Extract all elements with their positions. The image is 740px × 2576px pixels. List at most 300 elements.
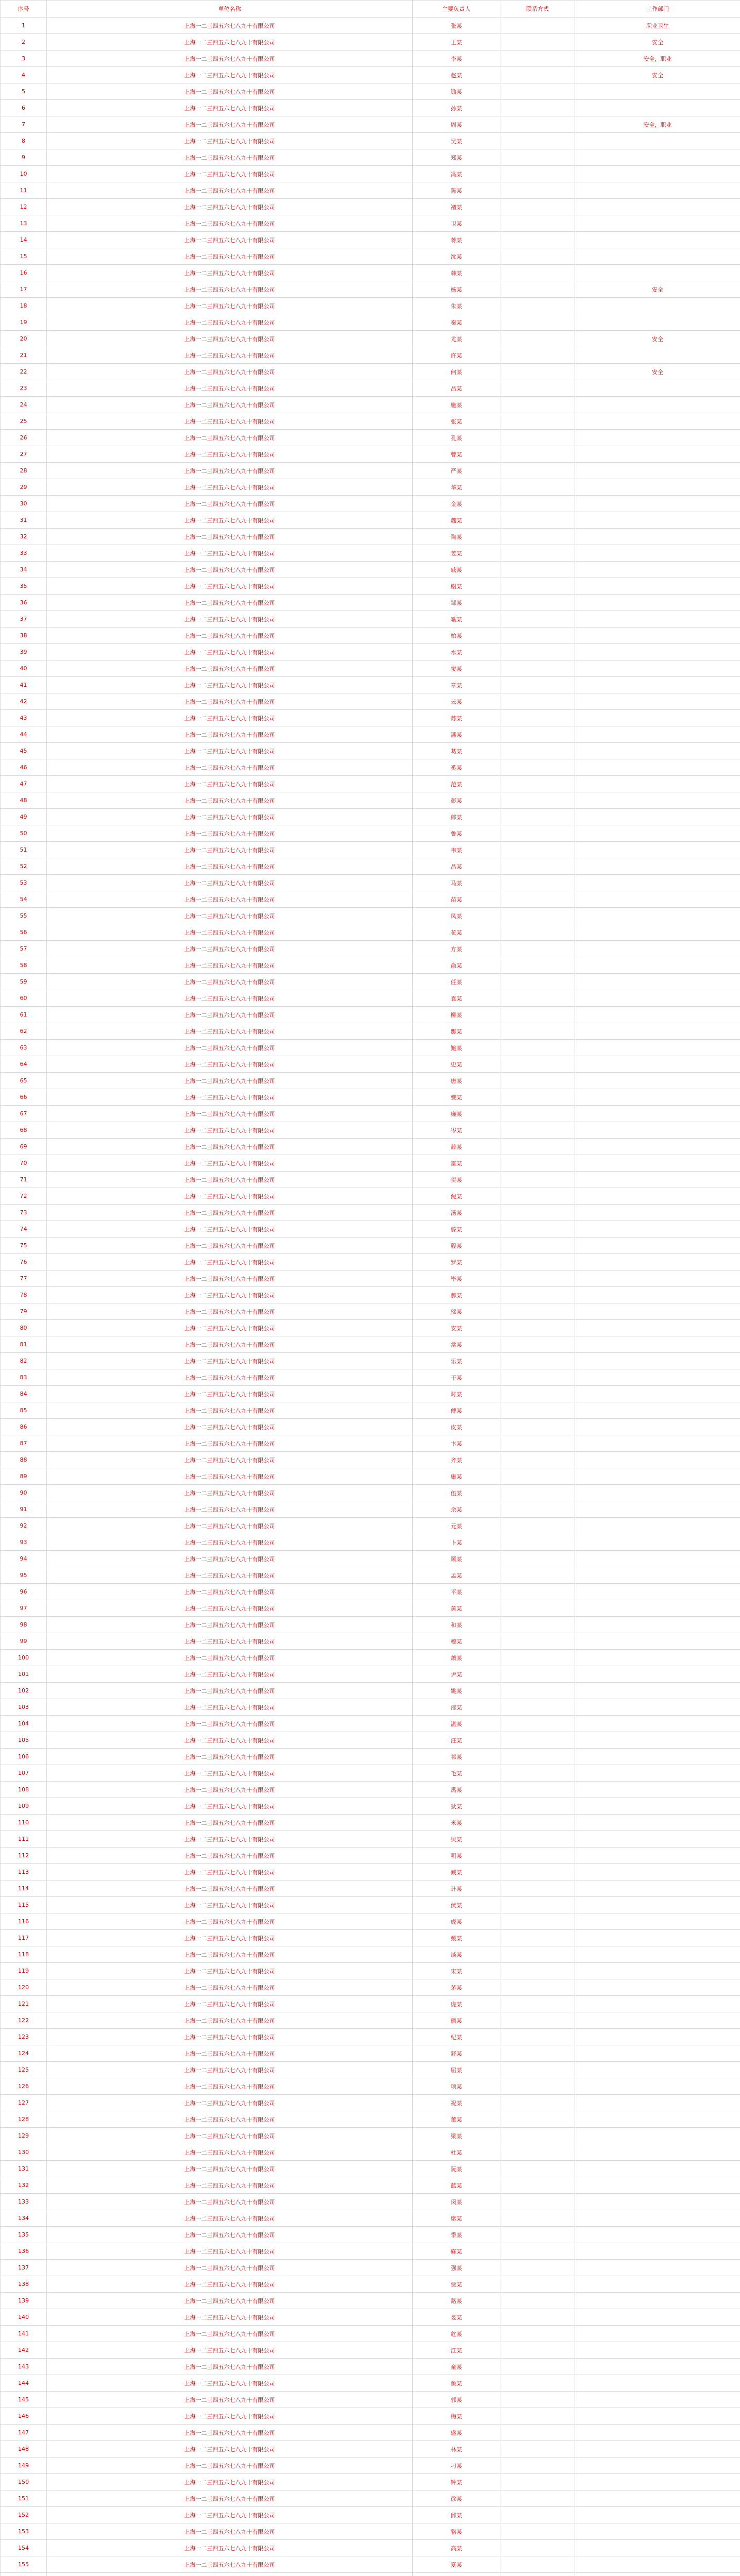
- cell-post: [575, 2161, 740, 2177]
- cell-post: [575, 529, 740, 545]
- cell-no: 132: [1, 2177, 47, 2194]
- cell-post: [575, 1683, 740, 1699]
- cell-company: 上海一二三四五六七八九十有限公司: [47, 2540, 413, 2556]
- cell-post: [575, 2177, 740, 2194]
- cell-contact: 庞某: [413, 1996, 500, 2012]
- cell-no: 24: [1, 397, 47, 413]
- cell-contact: 毛某: [413, 1765, 500, 1782]
- cell-phone: [500, 2194, 575, 2210]
- cell-company: 上海一二三四五六七八九十有限公司: [47, 83, 413, 100]
- cell-contact: 屈某: [413, 2062, 500, 2078]
- cell-contact: 米某: [413, 1815, 500, 1831]
- cell-post: [575, 2276, 740, 2293]
- table-row: [1, 1930, 740, 1946]
- cell-post: [575, 2375, 740, 2392]
- table-row: [1, 496, 740, 512]
- cell-company: 上海一二三四五六七八九十有限公司: [47, 1699, 413, 1716]
- cell-company: 上海一二三四五六七八九十有限公司: [47, 1386, 413, 1402]
- cell-phone: [500, 2309, 575, 2326]
- cell-phone: [500, 2012, 575, 2029]
- cell-company: 上海一二三四五六七八九十有限公司: [47, 2507, 413, 2523]
- cell-company: 上海一二三四五六七八九十有限公司: [47, 1205, 413, 1221]
- table-row: [1, 1007, 740, 1023]
- cell-no: 95: [1, 1567, 47, 1584]
- cell-no: 80: [1, 1320, 47, 1336]
- cell-contact: 俞某: [413, 957, 500, 974]
- cell-no: 145: [1, 2392, 47, 2408]
- cell-contact: 李某: [413, 50, 500, 67]
- table-row: [1, 347, 740, 364]
- table-row: [1, 990, 740, 1007]
- cell-phone: [500, 380, 575, 397]
- cell-company: 上海一二三四五六七八九十有限公司: [47, 1485, 413, 1501]
- cell-company: 上海一二三四五六七八九十有限公司: [47, 479, 413, 496]
- cell-company: 上海一二三四五六七八九十有限公司: [47, 413, 413, 430]
- cell-contact: 贾某: [413, 2276, 500, 2293]
- cell-contact: 柏某: [413, 628, 500, 644]
- cell-no: 115: [1, 1897, 47, 1913]
- cell-no: 9: [1, 149, 47, 166]
- cell-no: 124: [1, 2045, 47, 2062]
- cell-company: 上海一二三四五六七八九十有限公司: [47, 133, 413, 149]
- cell-company: 上海一二三四五六七八九十有限公司: [47, 2276, 413, 2293]
- cell-post: [575, 248, 740, 265]
- table-row: [1, 1270, 740, 1287]
- cell-no: 85: [1, 1402, 47, 1419]
- cell-no: 45: [1, 743, 47, 759]
- cell-post: [575, 1864, 740, 1880]
- cell-contact: 花某: [413, 924, 500, 941]
- cell-contact: 贺某: [413, 1172, 500, 1188]
- cell-phone: [500, 1930, 575, 1946]
- cell-phone: [500, 1089, 575, 1106]
- cell-no: 136: [1, 2243, 47, 2260]
- cell-company: 上海一二三四五六七八九十有限公司: [47, 2243, 413, 2260]
- table-row: [1, 133, 740, 149]
- cell-post: [575, 2523, 740, 2540]
- cell-company: 上海一二三四五六七八九十有限公司: [47, 1073, 413, 1089]
- cell-no: 75: [1, 1238, 47, 1254]
- cell-phone: [500, 1419, 575, 1435]
- cell-company: 上海一二三四五六七八九十有限公司: [47, 776, 413, 792]
- cell-contact: 尤某: [413, 331, 500, 347]
- cell-contact: 郑某: [413, 149, 500, 166]
- table-row: [1, 941, 740, 957]
- cell-no: 48: [1, 792, 47, 809]
- cell-phone: [500, 1633, 575, 1650]
- cell-post: [575, 265, 740, 281]
- cell-company: 上海一二三四五六七八九十有限公司: [47, 364, 413, 380]
- cell-post: [575, 858, 740, 875]
- table-row: [1, 1996, 740, 2012]
- table-row: [1, 100, 740, 116]
- cell-company: 上海一二三四五六七八九十有限公司: [47, 1468, 413, 1485]
- cell-company: 上海一二三四五六七八九十有限公司: [47, 1040, 413, 1056]
- table-row: [1, 430, 740, 446]
- cell-no: 5: [1, 83, 47, 100]
- cell-contact: 张某: [413, 413, 500, 430]
- cell-contact: 邹某: [413, 595, 500, 611]
- cell-phone: [500, 1139, 575, 1155]
- cell-phone: [500, 562, 575, 578]
- cell-phone: [500, 2243, 575, 2260]
- cell-post: [575, 611, 740, 628]
- cell-company: 上海一二三四五六七八九十有限公司: [47, 595, 413, 611]
- cell-phone: [500, 1880, 575, 1897]
- cell-phone: [500, 2276, 575, 2293]
- cell-company: 上海一二三四五六七八九十有限公司: [47, 2474, 413, 2490]
- cell-post: [575, 1369, 740, 1386]
- cell-phone: [500, 924, 575, 941]
- cell-contact: 伍某: [413, 1485, 500, 1501]
- cell-no: 65: [1, 1073, 47, 1089]
- table-row: [1, 2408, 740, 2425]
- table-row: [1, 924, 740, 941]
- cell-company: 上海一二三四五六七八九十有限公司: [47, 1831, 413, 1848]
- cell-company: 上海一二三四五六七八九十有限公司: [47, 2375, 413, 2392]
- cell-phone: [500, 1336, 575, 1353]
- table-row: [1, 2392, 740, 2408]
- cell-phone: [500, 116, 575, 133]
- cell-company: 上海一二三四五六七八九十有限公司: [47, 1139, 413, 1155]
- table-row: [1, 364, 740, 380]
- cell-phone: [500, 1386, 575, 1402]
- cell-company: 上海一二三四五六七八九十有限公司: [47, 2441, 413, 2458]
- cell-company: 上海一二三四五六七八九十有限公司: [47, 380, 413, 397]
- cell-phone: [500, 792, 575, 809]
- cell-no: 64: [1, 1056, 47, 1073]
- cell-no: 7: [1, 116, 47, 133]
- cell-no: 104: [1, 1716, 47, 1732]
- cell-phone: [500, 2375, 575, 2392]
- cell-company: 上海一二三四五六七八九十有限公司: [47, 562, 413, 578]
- cell-post: [575, 479, 740, 496]
- cell-post: [575, 2359, 740, 2375]
- cell-post: [575, 743, 740, 759]
- cell-company: 上海一二三四五六七八九十有限公司: [47, 1683, 413, 1699]
- cell-no: 67: [1, 1106, 47, 1122]
- cell-phone: [500, 1468, 575, 1485]
- cell-phone: [500, 149, 575, 166]
- cell-no: 37: [1, 611, 47, 628]
- cell-no: 106: [1, 1749, 47, 1765]
- cell-post: [575, 298, 740, 314]
- cell-post: [575, 792, 740, 809]
- cell-company: 上海一二三四五六七八九十有限公司: [47, 743, 413, 759]
- cell-contact: 傅某: [413, 1402, 500, 1419]
- cell-company: 上海一二三四五六七八九十有限公司: [47, 1172, 413, 1188]
- cell-phone: [500, 2260, 575, 2276]
- cell-post: [575, 1765, 740, 1782]
- cell-phone: [500, 1106, 575, 1122]
- cell-phone: [500, 2029, 575, 2045]
- cell-phone: [500, 2490, 575, 2507]
- cell-phone: [500, 1864, 575, 1880]
- table-row: [1, 644, 740, 660]
- cell-post: [575, 2474, 740, 2490]
- cell-contact: 酆某: [413, 1023, 500, 1040]
- cell-post: [575, 2392, 740, 2408]
- table-row: [1, 1815, 740, 1831]
- cell-contact: 许某: [413, 347, 500, 364]
- cell-contact: 雷某: [413, 1155, 500, 1172]
- table-row: [1, 2210, 740, 2227]
- cell-contact: 金某: [413, 496, 500, 512]
- cell-contact: 顾某: [413, 1551, 500, 1567]
- cell-contact: 贝某: [413, 1831, 500, 1848]
- cell-post: [575, 1172, 740, 1188]
- cell-company: 上海一二三四五六七八九十有限公司: [47, 1979, 413, 1996]
- cell-company: 上海一二三四五六七八九十有限公司: [47, 1584, 413, 1600]
- cell-no: 71: [1, 1172, 47, 1188]
- cell-phone: [500, 1254, 575, 1270]
- cell-phone: [500, 1551, 575, 1567]
- cell-phone: [500, 1897, 575, 1913]
- cell-post: [575, 1056, 740, 1073]
- cell-company: 上海一二三四五六七八九十有限公司: [47, 1963, 413, 1979]
- table-row: [1, 1485, 740, 1501]
- cell-post: [575, 891, 740, 908]
- cell-company: 上海一二三四五六七八九十有限公司: [47, 792, 413, 809]
- cell-post: [575, 1122, 740, 1139]
- cell-post: [575, 1336, 740, 1353]
- cell-company: 上海一二三四五六七八九十有限公司: [47, 314, 413, 331]
- cell-contact: 舒某: [413, 2045, 500, 2062]
- cell-post: [575, 1501, 740, 1518]
- cell-post: [575, 677, 740, 693]
- cell-contact: 卜某: [413, 1534, 500, 1551]
- cell-company: 上海一二三四五六七八九十有限公司: [47, 1238, 413, 1254]
- cell-company: 上海一二三四五六七八九十有限公司: [47, 2095, 413, 2111]
- cell-post: [575, 595, 740, 611]
- cell-contact: 昌某: [413, 858, 500, 875]
- cell-no: 26: [1, 430, 47, 446]
- cell-post: [575, 1716, 740, 1732]
- cell-contact: 蓝某: [413, 2177, 500, 2194]
- cell-contact: 奚某: [413, 759, 500, 776]
- table-row: [1, 331, 740, 347]
- cell-company: 上海一二三四五六七八九十有限公司: [47, 2342, 413, 2359]
- table-row: [1, 248, 740, 265]
- table-row: [1, 743, 740, 759]
- cell-post: [575, 1963, 740, 1979]
- cell-post: [575, 644, 740, 660]
- table-row: [1, 1567, 740, 1584]
- cell-contact: 林某: [413, 2441, 500, 2458]
- cell-no: 142: [1, 2342, 47, 2359]
- cell-no: 61: [1, 1007, 47, 1023]
- cell-post: [575, 1518, 740, 1534]
- cell-no: 123: [1, 2029, 47, 2045]
- cell-phone: [500, 2227, 575, 2243]
- cell-contact: 穆某: [413, 1633, 500, 1650]
- table-row: [1, 1238, 740, 1254]
- cell-company: 上海一二三四五六七八九十有限公司: [47, 281, 413, 298]
- cell-contact: 章某: [413, 677, 500, 693]
- cell-post: [575, 1699, 740, 1716]
- cell-no: 8: [1, 133, 47, 149]
- cell-post: [575, 974, 740, 990]
- cell-contact: 于某: [413, 1369, 500, 1386]
- table-row: [1, 380, 740, 397]
- table-row: [1, 2062, 740, 2078]
- cell-no: 111: [1, 1831, 47, 1848]
- cell-company: 上海一二三四五六七八九十有限公司: [47, 1369, 413, 1386]
- cell-contact: 郭某: [413, 2392, 500, 2408]
- table-row: [1, 2375, 740, 2392]
- cell-post: [575, 957, 740, 974]
- cell-post: [575, 2540, 740, 2556]
- cell-post: [575, 1534, 740, 1551]
- cell-phone: [500, 34, 575, 50]
- cell-phone: [500, 1782, 575, 1798]
- cell-phone: [500, 1765, 575, 1782]
- cell-phone: [500, 314, 575, 331]
- cell-contact: 余某: [413, 1501, 500, 1518]
- table-row: [1, 908, 740, 924]
- cell-contact: 曹某: [413, 446, 500, 463]
- table-row: [1, 825, 740, 842]
- table-row: [1, 2490, 740, 2507]
- cell-post: [575, 1073, 740, 1089]
- cell-phone: [500, 628, 575, 644]
- cell-company: 上海一二三四五六七八九十有限公司: [47, 1930, 413, 1946]
- cell-no: 139: [1, 2293, 47, 2309]
- table-row: [1, 1551, 740, 1567]
- cell-phone: [500, 693, 575, 710]
- cell-phone: [500, 1485, 575, 1501]
- table-row: [1, 1650, 740, 1666]
- cell-contact: 孙某: [413, 100, 500, 116]
- cell-no: 39: [1, 644, 47, 660]
- cell-company: 上海一二三四五六七八九十有限公司: [47, 2326, 413, 2342]
- cell-contact: 吴某: [413, 133, 500, 149]
- cell-company: 上海一二三四五六七八九十有限公司: [47, 1007, 413, 1023]
- cell-no: 114: [1, 1880, 47, 1897]
- cell-post: [575, 446, 740, 463]
- cell-contact: 戚某: [413, 562, 500, 578]
- table-row: [1, 2507, 740, 2523]
- table-row: [1, 199, 740, 215]
- cell-company: 上海一二三四五六七八九十有限公司: [47, 1303, 413, 1320]
- cell-no: 38: [1, 628, 47, 644]
- cell-contact: 罗某: [413, 1254, 500, 1270]
- cell-company: 上海一二三四五六七八九十有限公司: [47, 1897, 413, 1913]
- cell-no: 70: [1, 1155, 47, 1172]
- cell-company: 上海一二三四五六七八九十有限公司: [47, 463, 413, 479]
- cell-company: 上海一二三四五六七八九十有限公司: [47, 2293, 413, 2309]
- cell-contact: 鲍某: [413, 1040, 500, 1056]
- table-body: [1, 18, 740, 2576]
- cell-phone: [500, 578, 575, 595]
- cell-contact: 谈某: [413, 1946, 500, 1963]
- table-row: [1, 2045, 740, 2062]
- table-row: [1, 1963, 740, 1979]
- table-row: [1, 1765, 740, 1782]
- table-row: [1, 1666, 740, 1683]
- cell-contact: 唐某: [413, 1073, 500, 1089]
- cell-post: [575, 1386, 740, 1402]
- cell-phone: [500, 776, 575, 792]
- table-row: [1, 677, 740, 693]
- cell-phone: [500, 347, 575, 364]
- cell-phone: [500, 2458, 575, 2474]
- cell-phone: [500, 479, 575, 496]
- cell-phone: [500, 1188, 575, 1205]
- cell-contact: 董某: [413, 2111, 500, 2128]
- cell-phone: [500, 2144, 575, 2161]
- table-row: [1, 1468, 740, 1485]
- cell-phone: [500, 611, 575, 628]
- cell-phone: [500, 1848, 575, 1864]
- cell-contact: 徐某: [413, 2490, 500, 2507]
- cell-no: 129: [1, 2128, 47, 2144]
- cell-no: 79: [1, 1303, 47, 1320]
- cell-no: 62: [1, 1023, 47, 1040]
- cell-post: [575, 232, 740, 248]
- cell-no: 98: [1, 1617, 47, 1633]
- cell-company: 上海一二三四五六七八九十有限公司: [47, 248, 413, 265]
- cell-post: [575, 776, 740, 792]
- cell-contact: 何某: [413, 364, 500, 380]
- cell-post: [575, 380, 740, 397]
- cell-post: [575, 2012, 740, 2029]
- table-row: [1, 397, 740, 413]
- cell-phone: [500, 2293, 575, 2309]
- cell-company: 上海一二三四五六七八九十有限公司: [47, 1633, 413, 1650]
- cell-contact: 禹某: [413, 1782, 500, 1798]
- table-row: [1, 232, 740, 248]
- cell-contact: 滕某: [413, 1221, 500, 1238]
- cell-no: 12: [1, 199, 47, 215]
- cell-company: 上海一二三四五六七八九十有限公司: [47, 974, 413, 990]
- table-row: [1, 1155, 740, 1172]
- cell-post: [575, 1831, 740, 1848]
- cell-no: 131: [1, 2161, 47, 2177]
- cell-phone: [500, 2474, 575, 2490]
- cell-no: 23: [1, 380, 47, 397]
- cell-contact: 熊某: [413, 2012, 500, 2029]
- cell-no: 135: [1, 2227, 47, 2243]
- cell-no: 110: [1, 1815, 47, 1831]
- cell-phone: [500, 2095, 575, 2111]
- table-row: [1, 957, 740, 974]
- cell-phone: [500, 133, 575, 149]
- cell-no: 51: [1, 842, 47, 858]
- table-row: [1, 2012, 740, 2029]
- cell-company: 上海一二三四五六七八九十有限公司: [47, 1534, 413, 1551]
- cell-post: 安全: [575, 281, 740, 298]
- cell-company: 上海一二三四五六七八九十有限公司: [47, 1287, 413, 1303]
- cell-phone: [500, 1831, 575, 1848]
- cell-phone: [500, 1155, 575, 1172]
- cell-no: 36: [1, 595, 47, 611]
- table-row: [1, 479, 740, 496]
- table-row: [1, 149, 740, 166]
- table-row: [1, 891, 740, 908]
- cell-company: 上海一二三四五六七八九十有限公司: [47, 1996, 413, 2012]
- cell-no: 121: [1, 1996, 47, 2012]
- cell-contact: 阮某: [413, 2161, 500, 2177]
- cell-no: 137: [1, 2260, 47, 2276]
- cell-post: [575, 2062, 740, 2078]
- cell-post: [575, 1996, 740, 2012]
- cell-post: [575, 133, 740, 149]
- cell-post: [575, 1155, 740, 1172]
- cell-contact: 周某: [413, 116, 500, 133]
- cell-post: [575, 1106, 740, 1122]
- cell-no: 52: [1, 858, 47, 875]
